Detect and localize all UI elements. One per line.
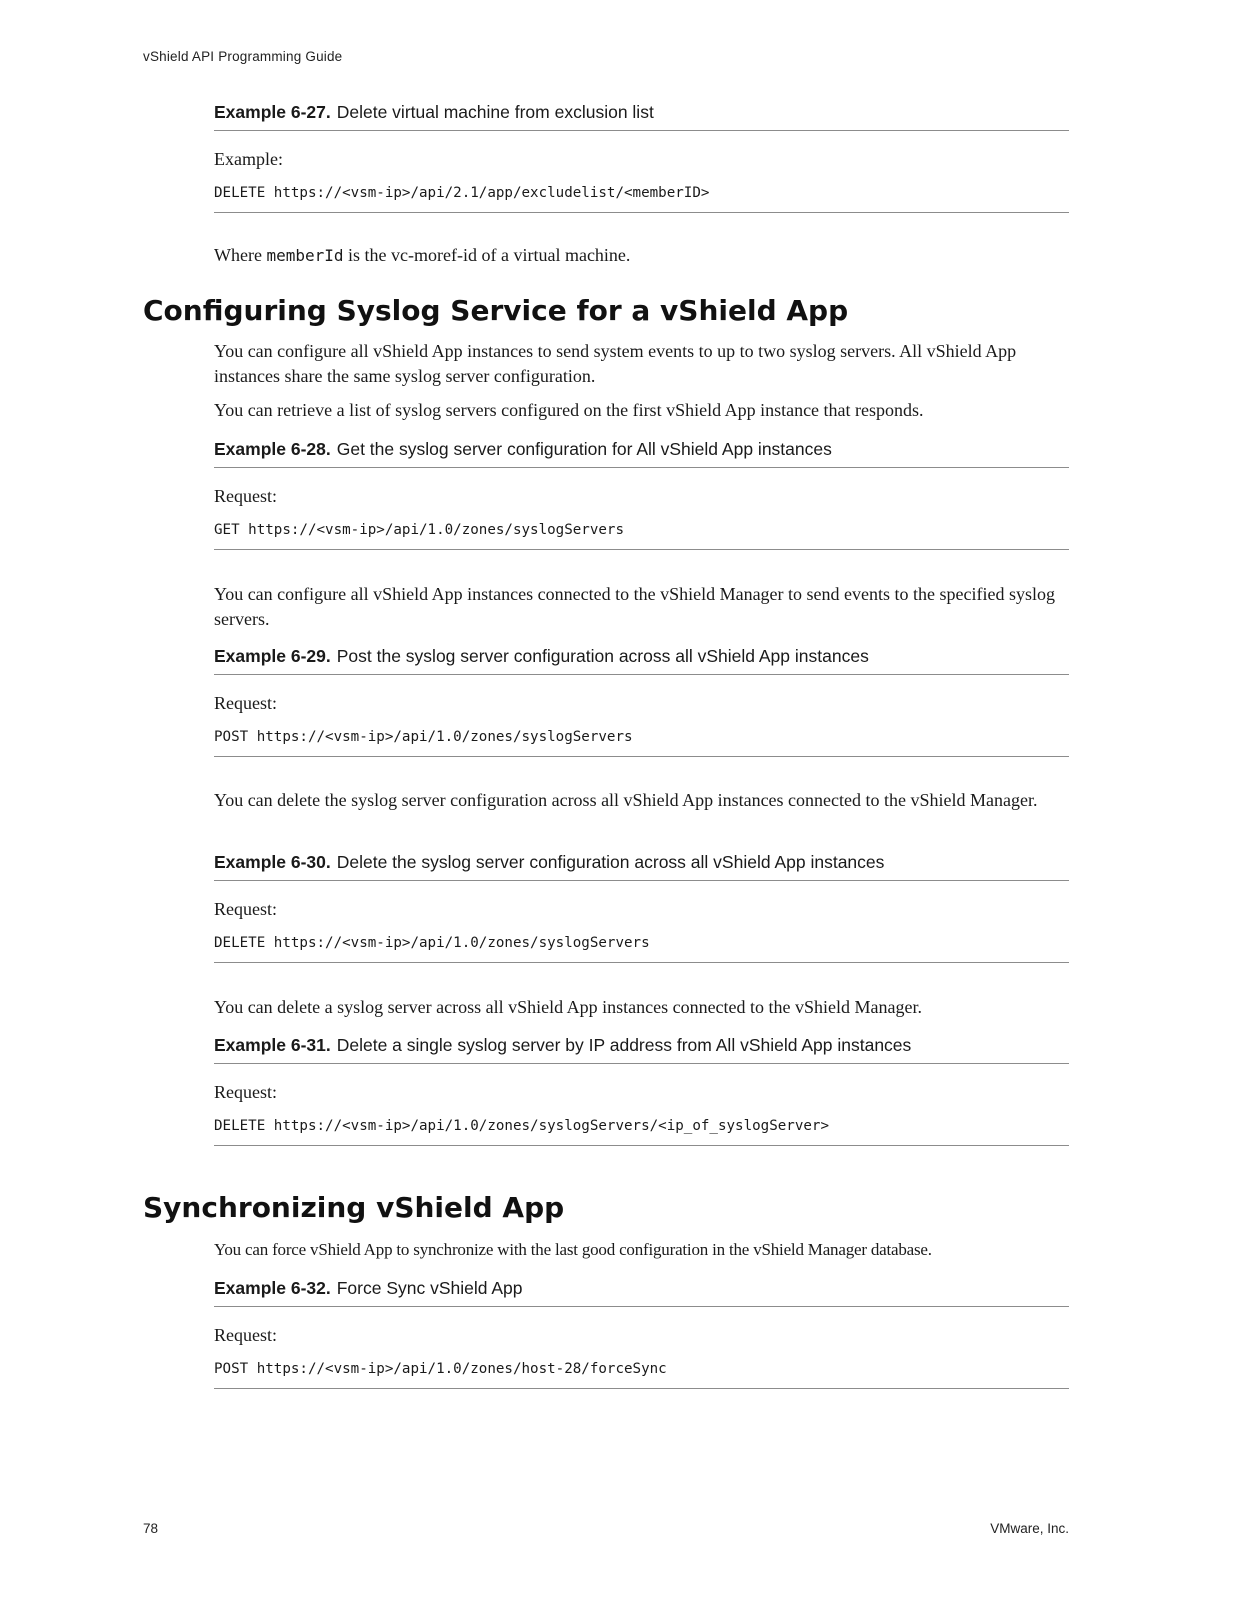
inline-code: memberId	[266, 246, 344, 265]
example-caption	[214, 645, 1069, 675]
example-caption	[214, 1277, 1069, 1307]
example-title: Delete virtual machine from exclusion list	[336, 102, 654, 122]
example-label: Example:	[214, 149, 283, 169]
example-6-32	[214, 1277, 1069, 1389]
code-line: POST https://<vsm-ip>/api/1.0/zones/host-28/forceSync	[214, 1359, 1069, 1389]
example-6-28	[214, 438, 1069, 550]
section-title-sync: Synchronizing vShield App	[143, 1191, 565, 1224]
paragraph-syslog-retrieve: You can retrieve a list of syslog servers configured on the first vShield App instance that responds.	[214, 400, 924, 420]
running-header: vShield API Programming Guide	[143, 49, 343, 64]
paragraph-member-id	[214, 243, 1074, 268]
example-caption	[214, 101, 1069, 131]
example-caption	[214, 1034, 1069, 1064]
example-label: Request:	[214, 693, 277, 713]
paragraph-syslog-delete-config: You can delete the syslog server configuration across all vShield App instances connected to the vShield Manager.	[214, 790, 1038, 810]
example-title: Delete the syslog server configuration across all vShield App instances	[336, 852, 885, 872]
example-label: Request:	[214, 899, 277, 919]
paragraph-syslog-delete-server: You can delete a syslog server across all vShield App instances connected to the vShield Manager.	[214, 997, 923, 1017]
example-6-31	[214, 1034, 1069, 1146]
paragraph-sync: You can force vShield App to synchronize with the last good configuration in the vShield Manager database.	[214, 1240, 932, 1259]
example-number: Example 6-27.	[214, 102, 331, 122]
example-label: Request:	[214, 1325, 277, 1345]
paragraph-text: is the vc-moref-id of a virtual machine.	[343, 245, 631, 265]
paragraph-syslog-configure: You can configure all vShield App instances connected to the vShield Manager to send events to the specified syslog servers.	[214, 584, 1055, 629]
code-line: DELETE https://<vsm-ip>/api/1.0/zones/syslogServers	[214, 933, 1069, 963]
page-number: 78	[143, 1521, 159, 1536]
example-number: Example 6-32.	[214, 1278, 331, 1298]
example-number: Example 6-30.	[214, 852, 331, 872]
example-title: Force Sync vShield App	[336, 1278, 523, 1298]
code-line: DELETE https://<vsm-ip>/api/1.0/zones/syslogServers/<ip_of_syslogServer>	[214, 1116, 1069, 1146]
example-label: Request:	[214, 486, 277, 506]
code-line: POST https://<vsm-ip>/api/1.0/zones/syslogServers	[214, 727, 1069, 757]
example-number: Example 6-29.	[214, 646, 331, 666]
example-caption	[214, 851, 1069, 881]
example-number: Example 6-31.	[214, 1035, 331, 1055]
paragraph-text: Where	[214, 245, 267, 265]
code-line: GET https://<vsm-ip>/api/1.0/zones/syslogServers	[214, 520, 1069, 550]
code-line: DELETE https://<vsm-ip>/api/2.1/app/excludelist/<memberID>	[214, 183, 1069, 213]
section-title-syslog: Configuring Syslog Service for a vShield App	[143, 294, 849, 327]
example-title: Post the syslog server configuration across all vShield App instances	[336, 646, 869, 666]
example-title: Get the syslog server configuration for All vShield App instances	[336, 439, 832, 459]
example-6-27	[214, 101, 1069, 213]
example-6-30	[214, 851, 1069, 963]
example-number: Example 6-28.	[214, 439, 331, 459]
paragraph-syslog-intro: You can configure all vShield App instances to send system events to up to two syslog servers. All vShield App instances share the same syslog server configuration.	[214, 341, 1017, 386]
example-caption	[214, 438, 1069, 468]
footer-company: VMware, Inc.	[990, 1521, 1069, 1536]
example-title: Delete a single syslog server by IP address from All vShield App instances	[336, 1035, 912, 1055]
example-6-29	[214, 645, 1069, 757]
example-label: Request:	[214, 1082, 277, 1102]
